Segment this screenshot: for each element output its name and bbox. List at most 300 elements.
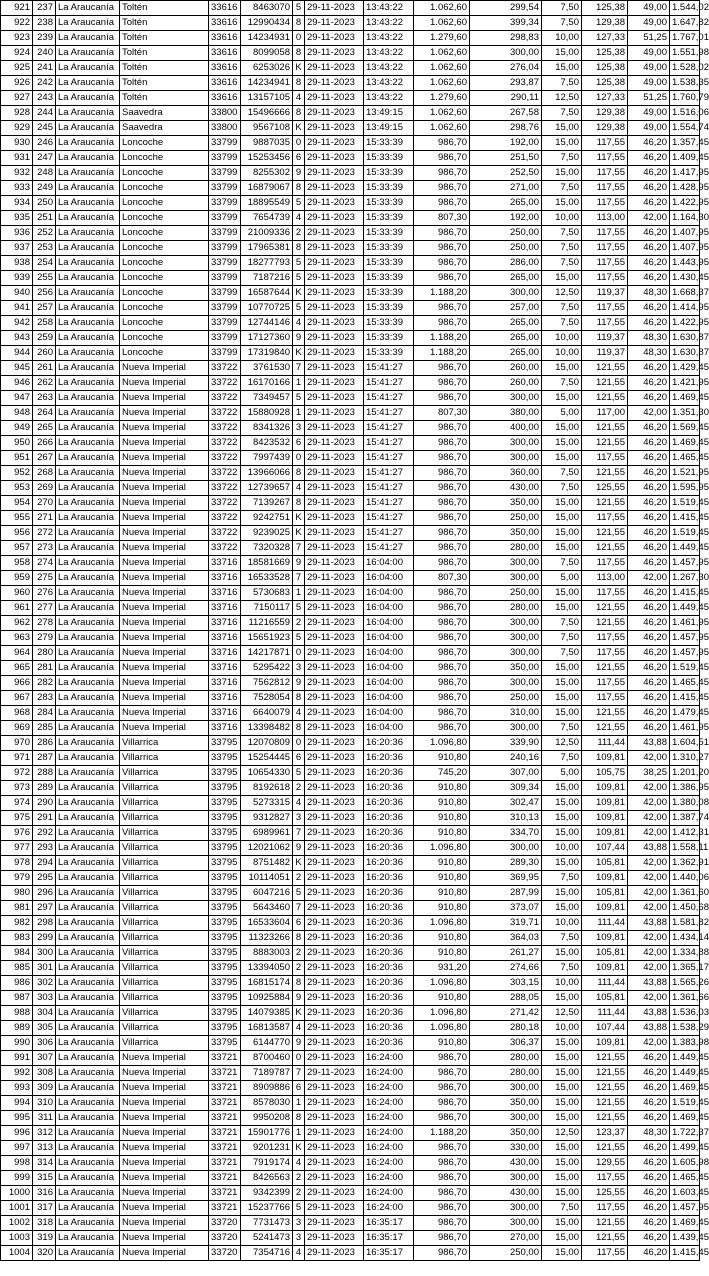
cell-commune: Loncoche <box>120 346 209 361</box>
cell-date: 29-11-2023 <box>305 706 364 721</box>
cell-amount-1: 910,80 <box>414 856 470 871</box>
table-row <box>1 211 700 226</box>
cell-region: La Araucanía <box>56 796 120 811</box>
cell-amount-5: 48,30 <box>628 286 670 301</box>
cell-item-number: 250 <box>33 196 56 211</box>
cell-time: 16:20:36 <box>364 1036 414 1051</box>
cell-region: La Araucanía <box>56 1111 120 1126</box>
cell-row-number: 945 <box>1 361 33 376</box>
cell-total: 1.558,11 <box>670 841 700 856</box>
cell-time: 15:41:27 <box>364 511 414 526</box>
table-row <box>1 781 700 796</box>
cell-code: 33721 <box>209 1186 241 1201</box>
cell-date: 29-11-2023 <box>305 661 364 676</box>
cell-commune: Villarrica <box>120 811 209 826</box>
cell-rut: 9887035 <box>241 136 293 151</box>
cell-amount-2: 250,00 <box>470 226 542 241</box>
cell-amount-3: 15,00 <box>542 826 582 841</box>
table-row <box>1 916 700 931</box>
cell-commune: Villarrica <box>120 826 209 841</box>
cell-time: 16:24:00 <box>364 1096 414 1111</box>
cell-amount-2: 265,00 <box>470 196 542 211</box>
cell-row-number: 960 <box>1 586 33 601</box>
table-row <box>1 1111 700 1126</box>
cell-amount-1: 986,70 <box>414 541 470 556</box>
cell-commune: Loncoche <box>120 226 209 241</box>
cell-amount-5: 46,20 <box>628 616 670 631</box>
cell-region: La Araucanía <box>56 751 120 766</box>
cell-rut: 6144770 <box>241 1036 293 1051</box>
cell-check-digit: 5 <box>293 301 305 316</box>
cell-date: 29-11-2023 <box>305 391 364 406</box>
cell-rut: 7139267 <box>241 496 293 511</box>
table-row <box>1 151 700 166</box>
cell-rut: 13966066 <box>241 466 293 481</box>
cell-amount-2: 300,00 <box>470 571 542 586</box>
cell-amount-4: 117,55 <box>582 226 628 241</box>
cell-amount-2: 300,00 <box>470 46 542 61</box>
cell-row-number: 946 <box>1 376 33 391</box>
cell-amount-4: 109,81 <box>582 781 628 796</box>
cell-time: 13:49:15 <box>364 121 414 136</box>
cell-total: 1.428,95 <box>670 181 700 196</box>
cell-item-number: 260 <box>33 346 56 361</box>
cell-row-number: 984 <box>1 946 33 961</box>
cell-amount-2: 300,00 <box>470 1171 542 1186</box>
cell-amount-5: 46,20 <box>628 541 670 556</box>
cell-time: 15:41:27 <box>364 466 414 481</box>
cell-amount-5: 42,00 <box>628 871 670 886</box>
cell-rut: 12739657 <box>241 481 293 496</box>
cell-time: 15:33:39 <box>364 211 414 226</box>
cell-date: 29-11-2023 <box>305 1141 364 1156</box>
cell-amount-5: 46,20 <box>628 526 670 541</box>
cell-commune: Loncoche <box>120 256 209 271</box>
cell-amount-1: 986,70 <box>414 166 470 181</box>
cell-amount-2: 265,00 <box>470 316 542 331</box>
cell-item-number: 291 <box>33 811 56 826</box>
cell-date: 29-11-2023 <box>305 1081 364 1096</box>
cell-region: La Araucanía <box>56 1156 120 1171</box>
cell-amount-5: 46,20 <box>628 556 670 571</box>
cell-item-number: 244 <box>33 106 56 121</box>
cell-code: 33616 <box>209 76 241 91</box>
cell-amount-2: 310,13 <box>470 811 542 826</box>
cell-total: 1.361,66 <box>670 991 700 1006</box>
cell-item-number: 314 <box>33 1156 56 1171</box>
cell-amount-2: 350,00 <box>470 1096 542 1111</box>
table-row <box>1 811 700 826</box>
cell-amount-1: 910,80 <box>414 991 470 1006</box>
cell-amount-5: 46,20 <box>628 436 670 451</box>
cell-item-number: 263 <box>33 391 56 406</box>
cell-amount-1: 986,70 <box>414 1066 470 1081</box>
cell-date: 29-11-2023 <box>305 1126 364 1141</box>
table-row <box>1 706 700 721</box>
cell-rut: 7997439 <box>241 451 293 466</box>
cell-commune: Nueva Imperial <box>120 1066 209 1081</box>
cell-commune: Nueva Imperial <box>120 1081 209 1096</box>
cell-amount-2: 288,05 <box>470 991 542 1006</box>
cell-item-number: 308 <box>33 1066 56 1081</box>
cell-code: 33795 <box>209 916 241 931</box>
cell-row-number: 968 <box>1 706 33 721</box>
cell-amount-4: 113,00 <box>582 211 628 226</box>
cell-amount-3: 7,50 <box>542 241 582 256</box>
cell-amount-5: 48,30 <box>628 346 670 361</box>
cell-code: 33721 <box>209 1111 241 1126</box>
cell-code: 33716 <box>209 616 241 631</box>
cell-amount-1: 986,70 <box>414 1111 470 1126</box>
cell-item-number: 281 <box>33 661 56 676</box>
cell-amount-2: 380,00 <box>470 406 542 421</box>
cell-item-number: 253 <box>33 241 56 256</box>
cell-amount-3: 7,50 <box>542 301 582 316</box>
table-row <box>1 1051 700 1066</box>
cell-code: 33795 <box>209 751 241 766</box>
cell-amount-4: 109,81 <box>582 931 628 946</box>
cell-region: La Araucanía <box>56 841 120 856</box>
cell-amount-2: 300,00 <box>470 721 542 736</box>
cell-date: 29-11-2023 <box>305 61 364 76</box>
cell-amount-4: 109,81 <box>582 1036 628 1051</box>
cell-code: 33722 <box>209 376 241 391</box>
cell-region: La Araucanía <box>56 256 120 271</box>
cell-date: 29-11-2023 <box>305 346 364 361</box>
cell-check-digit: 8 <box>293 721 305 736</box>
cell-time: 16:24:00 <box>364 1186 414 1201</box>
cell-time: 16:24:00 <box>364 1126 414 1141</box>
cell-rut: 9312827 <box>241 811 293 826</box>
cell-amount-5: 38,25 <box>628 766 670 781</box>
cell-check-digit: 0 <box>293 1051 305 1066</box>
cell-rut: 15496666 <box>241 106 293 121</box>
cell-date: 29-11-2023 <box>305 76 364 91</box>
cell-item-number: 277 <box>33 601 56 616</box>
cell-amount-2: 300,00 <box>470 436 542 451</box>
cell-amount-2: 300,00 <box>470 556 542 571</box>
cell-item-number: 240 <box>33 46 56 61</box>
cell-commune: Toltén <box>120 76 209 91</box>
cell-code: 33722 <box>209 481 241 496</box>
cell-amount-4: 121,55 <box>582 1081 628 1096</box>
cell-code: 33616 <box>209 91 241 106</box>
cell-amount-5: 46,20 <box>628 151 670 166</box>
cell-amount-3: 15,00 <box>542 811 582 826</box>
cell-amount-3: 10,00 <box>542 976 582 991</box>
table-row <box>1 91 700 106</box>
cell-total: 1.469,45 <box>670 436 700 451</box>
cell-time: 16:24:00 <box>364 1066 414 1081</box>
cell-commune: Saavedra <box>120 106 209 121</box>
cell-amount-5: 46,20 <box>628 1096 670 1111</box>
cell-total: 1.469,45 <box>670 1081 700 1096</box>
cell-amount-2: 267,58 <box>470 106 542 121</box>
cell-amount-4: 105,81 <box>582 946 628 961</box>
cell-rut: 14234941 <box>241 76 293 91</box>
cell-amount-5: 42,00 <box>628 796 670 811</box>
table-row <box>1 121 700 136</box>
cell-time: 15:41:27 <box>364 481 414 496</box>
cell-amount-1: 986,70 <box>414 481 470 496</box>
table-row <box>1 181 700 196</box>
cell-row-number: 970 <box>1 736 33 751</box>
cell-total: 1.387,74 <box>670 811 700 826</box>
cell-region: La Araucanía <box>56 601 120 616</box>
cell-region: La Araucanía <box>56 721 120 736</box>
cell-region: La Araucanía <box>56 766 120 781</box>
cell-code: 33795 <box>209 976 241 991</box>
cell-amount-3: 7,50 <box>542 646 582 661</box>
cell-total: 1.357,45 <box>670 136 700 151</box>
cell-amount-3: 7,50 <box>542 481 582 496</box>
cell-date: 29-11-2023 <box>305 1201 364 1216</box>
cell-time: 16:35:17 <box>364 1231 414 1246</box>
cell-rut: 13157105 <box>241 91 293 106</box>
cell-rut: 7189787 <box>241 1066 293 1081</box>
cell-item-number: 316 <box>33 1186 56 1201</box>
cell-amount-5: 46,20 <box>628 391 670 406</box>
cell-total: 1.569,45 <box>670 421 700 436</box>
cell-region: La Araucanía <box>56 946 120 961</box>
cell-check-digit: 3 <box>293 811 305 826</box>
cell-amount-3: 15,00 <box>542 61 582 76</box>
cell-code: 33795 <box>209 841 241 856</box>
cell-date: 29-11-2023 <box>305 406 364 421</box>
cell-date: 29-11-2023 <box>305 1 364 16</box>
cell-region: La Araucanía <box>56 901 120 916</box>
cell-total: 1.630,87 <box>670 346 700 361</box>
cell-row-number: 950 <box>1 436 33 451</box>
cell-region: La Araucanía <box>56 241 120 256</box>
cell-total: 1.415,45 <box>670 1246 700 1261</box>
cell-code: 33716 <box>209 721 241 736</box>
cell-amount-3: 15,00 <box>542 436 582 451</box>
cell-amount-2: 303,15 <box>470 976 542 991</box>
cell-amount-1: 1.062,60 <box>414 1 470 16</box>
cell-total: 1.544,02 <box>670 1 700 16</box>
cell-row-number: 923 <box>1 31 33 46</box>
cell-rut: 15651923 <box>241 631 293 646</box>
table-row <box>1 646 700 661</box>
cell-time: 16:04:00 <box>364 646 414 661</box>
cell-date: 29-11-2023 <box>305 361 364 376</box>
cell-date: 29-11-2023 <box>305 796 364 811</box>
cell-date: 29-11-2023 <box>305 1186 364 1201</box>
cell-amount-2: 350,00 <box>470 496 542 511</box>
cell-amount-3: 12,50 <box>542 1006 582 1021</box>
cell-code: 33795 <box>209 796 241 811</box>
table-row <box>1 241 700 256</box>
cell-amount-3: 10,00 <box>542 331 582 346</box>
cell-amount-5: 43,88 <box>628 736 670 751</box>
cell-commune: Nueva Imperial <box>120 376 209 391</box>
cell-amount-5: 46,20 <box>628 466 670 481</box>
cell-item-number: 268 <box>33 466 56 481</box>
table-row <box>1 1066 700 1081</box>
cell-total: 1.449,45 <box>670 1051 700 1066</box>
cell-check-digit: 2 <box>293 781 305 796</box>
cell-amount-4: 109,81 <box>582 901 628 916</box>
table-row <box>1 1201 700 1216</box>
table-row <box>1 1156 700 1171</box>
cell-amount-3: 7,50 <box>542 151 582 166</box>
cell-time: 16:20:36 <box>364 826 414 841</box>
cell-rut: 8909886 <box>241 1081 293 1096</box>
cell-date: 29-11-2023 <box>305 541 364 556</box>
cell-amount-3: 15,00 <box>542 796 582 811</box>
cell-check-digit: 5 <box>293 271 305 286</box>
cell-code: 33795 <box>209 946 241 961</box>
cell-amount-5: 49,00 <box>628 76 670 91</box>
cell-code: 33795 <box>209 901 241 916</box>
cell-row-number: 998 <box>1 1156 33 1171</box>
cell-region: La Araucanía <box>56 736 120 751</box>
cell-amount-2: 360,00 <box>470 466 542 481</box>
cell-time: 16:04:00 <box>364 616 414 631</box>
cell-row-number: 969 <box>1 721 33 736</box>
cell-amount-3: 12,50 <box>542 1126 582 1141</box>
cell-check-digit: 8 <box>293 76 305 91</box>
cell-check-digit: 6 <box>293 916 305 931</box>
cell-check-digit: 3 <box>293 421 305 436</box>
cell-check-digit: 1 <box>293 406 305 421</box>
cell-row-number: 988 <box>1 1006 33 1021</box>
cell-time: 16:04:00 <box>364 556 414 571</box>
cell-check-digit: 9 <box>293 676 305 691</box>
cell-amount-1: 1.096,80 <box>414 1021 470 1036</box>
cell-row-number: 931 <box>1 151 33 166</box>
cell-row-number: 990 <box>1 1036 33 1051</box>
cell-row-number: 949 <box>1 421 33 436</box>
cell-rut: 8883003 <box>241 946 293 961</box>
cell-amount-2: 430,00 <box>470 1156 542 1171</box>
cell-amount-1: 986,70 <box>414 616 470 631</box>
cell-commune: Toltén <box>120 46 209 61</box>
cell-date: 29-11-2023 <box>305 991 364 1006</box>
cell-code: 33716 <box>209 691 241 706</box>
cell-check-digit: K <box>293 526 305 541</box>
cell-code: 33722 <box>209 391 241 406</box>
cell-amount-2: 300,00 <box>470 631 542 646</box>
cell-time: 13:43:22 <box>364 46 414 61</box>
cell-check-digit: 7 <box>293 1066 305 1081</box>
cell-commune: Nueva Imperial <box>120 676 209 691</box>
cell-amount-4: 125,38 <box>582 1 628 16</box>
cell-amount-5: 46,20 <box>628 451 670 466</box>
cell-check-digit: 3 <box>293 661 305 676</box>
cell-amount-4: 117,55 <box>582 646 628 661</box>
cell-item-number: 310 <box>33 1096 56 1111</box>
cell-date: 29-11-2023 <box>305 826 364 841</box>
cell-check-digit: 3 <box>293 1231 305 1246</box>
cell-rut: 8426563 <box>241 1171 293 1186</box>
cell-total: 1.429,45 <box>670 361 700 376</box>
cell-rut: 10114051 <box>241 871 293 886</box>
cell-amount-4: 121,55 <box>582 436 628 451</box>
cell-commune: Loncoche <box>120 136 209 151</box>
cell-rut: 8751482 <box>241 856 293 871</box>
cell-amount-5: 46,20 <box>628 586 670 601</box>
cell-commune: Villarrica <box>120 781 209 796</box>
cell-total: 1.450,68 <box>670 901 700 916</box>
cell-date: 29-11-2023 <box>305 1006 364 1021</box>
table-row <box>1 1246 700 1261</box>
cell-code: 33616 <box>209 1 241 16</box>
cell-time: 16:24:00 <box>364 1051 414 1066</box>
table-row <box>1 826 700 841</box>
cell-date: 29-11-2023 <box>305 691 364 706</box>
table-row <box>1 61 700 76</box>
cell-commune: Nueva Imperial <box>120 541 209 556</box>
cell-amount-4: 109,81 <box>582 811 628 826</box>
cell-commune: Villarrica <box>120 931 209 946</box>
cell-amount-4: 109,81 <box>582 751 628 766</box>
cell-item-number: 278 <box>33 616 56 631</box>
cell-code: 33799 <box>209 151 241 166</box>
cell-row-number: 947 <box>1 391 33 406</box>
cell-region: La Araucanía <box>56 1021 120 1036</box>
cell-row-number: 940 <box>1 286 33 301</box>
cell-region: La Araucanía <box>56 481 120 496</box>
cell-commune: Villarrica <box>120 901 209 916</box>
cell-amount-1: 986,70 <box>414 706 470 721</box>
cell-code: 33720 <box>209 1231 241 1246</box>
cell-amount-1: 910,80 <box>414 811 470 826</box>
cell-amount-2: 300,00 <box>470 1111 542 1126</box>
cell-amount-4: 117,55 <box>582 586 628 601</box>
cell-commune: Nueva Imperial <box>120 1051 209 1066</box>
cell-row-number: 989 <box>1 1021 33 1036</box>
cell-rut: 6640079 <box>241 706 293 721</box>
cell-amount-1: 1.279,60 <box>414 91 470 106</box>
cell-total: 1.519,45 <box>670 526 700 541</box>
cell-item-number: 312 <box>33 1126 56 1141</box>
cell-amount-4: 117,55 <box>582 451 628 466</box>
cell-code: 33616 <box>209 61 241 76</box>
cell-date: 29-11-2023 <box>305 1216 364 1231</box>
cell-region: La Araucanía <box>56 301 120 316</box>
cell-amount-3: 7,50 <box>542 1 582 16</box>
cell-code: 33795 <box>209 766 241 781</box>
cell-amount-4: 121,55 <box>582 1231 628 1246</box>
cell-amount-1: 986,70 <box>414 586 470 601</box>
cell-amount-2: 270,00 <box>470 1231 542 1246</box>
cell-row-number: 924 <box>1 46 33 61</box>
cell-row-number: 991 <box>1 1051 33 1066</box>
table-row <box>1 721 700 736</box>
cell-amount-5: 42,00 <box>628 1036 670 1051</box>
cell-amount-3: 7,50 <box>542 1201 582 1216</box>
cell-amount-3: 10,00 <box>542 916 582 931</box>
cell-time: 16:24:00 <box>364 1141 414 1156</box>
cell-amount-4: 119,37 <box>582 346 628 361</box>
cell-amount-2: 192,00 <box>470 136 542 151</box>
cell-amount-4: 117,55 <box>582 1171 628 1186</box>
cell-total: 1.760,79 <box>670 91 700 106</box>
cell-amount-5: 46,20 <box>628 706 670 721</box>
cell-code: 33716 <box>209 586 241 601</box>
cell-amount-1: 986,70 <box>414 241 470 256</box>
cell-amount-3: 15,00 <box>542 1231 582 1246</box>
cell-amount-4: 121,55 <box>582 1096 628 1111</box>
cell-amount-5: 46,20 <box>628 1171 670 1186</box>
cell-amount-5: 42,00 <box>628 886 670 901</box>
cell-amount-2: 251,50 <box>470 151 542 166</box>
cell-amount-1: 1.188,20 <box>414 331 470 346</box>
cell-amount-3: 7,50 <box>542 256 582 271</box>
cell-time: 13:43:22 <box>364 76 414 91</box>
